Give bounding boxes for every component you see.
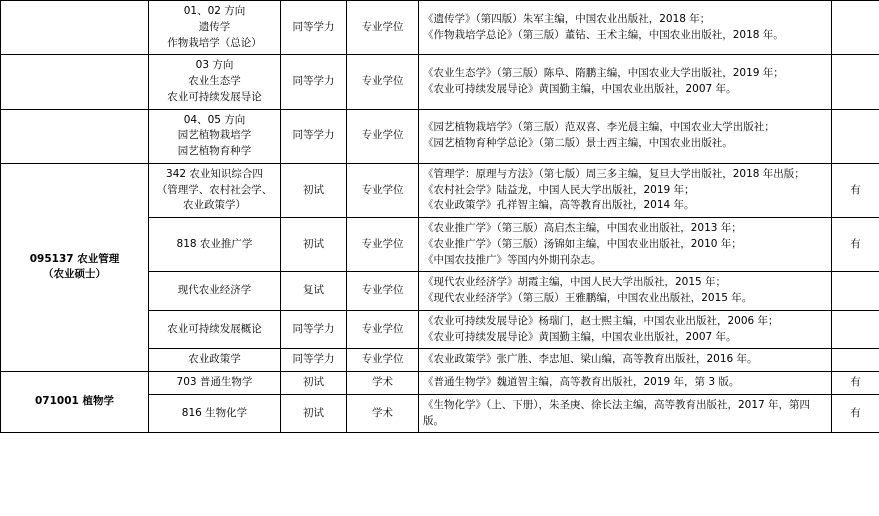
degree-type-cell: 学术 [347,372,419,395]
books-cell [419,109,832,163]
subject-line: 农业政策学） [183,199,246,212]
books-cell [419,272,832,311]
books-cell [419,218,832,272]
degree-type-cell: 专业学位 [347,349,419,372]
note-cell [832,1,879,55]
book-line: 《农业政策学》孔祥智主编，高等教育出版社，2014 年。 [423,199,695,212]
note-cell [832,272,879,311]
exam-type-cell: 初试 [281,394,347,433]
exam-type-cell: 同等学力 [281,109,347,163]
major-cell-empty-2 [1,109,149,163]
book-line: 《农业推广学》（第三版）汤锦如主编，中国农业出版社，2010 年； [423,237,742,250]
note-cell [832,349,879,372]
table-row [1,1,879,55]
book-line: 《中国农技推广》等国内外期刊杂志。 [423,253,602,266]
table-row [1,109,879,163]
subject-line: 遗传学 [198,20,231,33]
exam-type-cell: 同等学力 [281,1,347,55]
book-line: 《农业可持续发展导论》杨瑞门，赵士熙主编，中国农业出版社，2006 年； [423,314,779,327]
table-row [1,163,879,217]
degree-type-cell: 专业学位 [347,163,419,217]
book-line: 《管理学：原理与方法》（第七版）周三多主编，复旦大学出版社，2018 年出版； [423,167,805,180]
books-cell [419,394,832,433]
book-line: 《作物栽培学总论》（第三版）董钻、王术主编，中国农业出版社，2018 年。 [423,28,784,41]
note-cell [832,109,879,163]
major-line: （农业硕士） [43,268,106,281]
degree-type-cell: 专业学位 [347,272,419,311]
exam-type-cell: 同等学力 [281,349,347,372]
book-line: 《园艺植物栽培学》（第三版）范双喜、李光晨主编，中国农业大学出版社； [423,121,775,134]
note-cell [832,310,879,349]
books-cell [419,55,832,109]
subject-line: 农业生态学 [188,75,241,87]
subject-line: 园艺植物栽培学 [177,129,252,142]
subject-cell: 818 农业推广学 [149,218,281,272]
subject-cell [149,109,281,163]
note-cell: 有 [832,372,879,395]
subject-line: 03 方向 [195,59,234,72]
book-line: 《农业生态学》（第三版）陈阜、隋鹏主编，中国农业大学出版社，2019 年； [423,67,784,80]
subject-cell: 816 生物化学 [149,394,281,433]
book-line: 《遗传学》（第四版）朱军主编，中国农业出版社，2018 年； [423,12,711,25]
exam-type-cell: 初试 [281,163,347,217]
subject-cell: 农业政策学 [149,349,281,372]
book-line: 《农业可持续发展导论》黄国勤主编，中国农业出版社，2007 年。 [423,330,737,343]
table-row [1,55,879,109]
book-line: 《农业推广学》（第三版）高启杰主编，中国农业出版社，2013 年； [423,222,742,234]
books-cell [419,372,832,395]
degree-type-cell: 专业学位 [347,109,419,163]
subject-cell: 703 普通生物学 [149,372,281,395]
major-cell-empty-0 [1,1,149,55]
table-body [1,1,879,433]
major-line: 095137 农业管理 [29,252,120,265]
major-line: 071001 植物学 [35,395,114,408]
degree-type-cell: 专业学位 [347,55,419,109]
note-cell: 有 [832,218,879,272]
exam-type-cell: 同等学力 [281,310,347,349]
table-row [1,372,879,395]
book-line: 《农业政策学》张广胜、李忠旭、梁山编，高等教育出版社，2016 年。 [423,353,758,366]
subject-line: 农业可持续发展导论 [167,90,262,103]
subject-cell [149,1,281,55]
major-cell-empty-1 [1,55,149,109]
subject-line: （管理学、农村社会学、 [156,183,273,196]
subject-cell: 农业可持续发展概论 [149,310,281,349]
subject-line: 作物栽培学（总论） [167,36,262,49]
degree-type-cell: 专业学位 [347,218,419,272]
subject-cell [149,163,281,217]
note-cell [832,55,879,109]
subject-cell: 现代农业经济学 [149,272,281,311]
books-cell [419,349,832,372]
book-line: 《农业可持续发展导论》黄国勤主编，中国农业出版社，2007 年。 [423,82,737,95]
exam-type-cell: 初试 [281,218,347,272]
exam-type-cell: 复试 [281,272,347,311]
subject-line: 01、02 方向 [183,5,246,17]
subject-cell [149,55,281,109]
subject-line: 04、05 方向 [183,113,246,126]
book-line: 《现代农业经济学》（第三版）王雅鹏编，中国农业出版社，2015 年。 [423,292,753,304]
degree-type-cell: 专业学位 [347,1,419,55]
book-line: 《生物化学》（上、下册），朱圣庚、徐长法主编，高等教育出版社，2017 年，第四版。 [423,398,811,427]
book-line: 《现代农业经济学》胡霞主编，中国人民大学出版社，2015 年； [423,276,727,289]
subject-line: 342 农业知识综合四 [166,167,263,180]
degree-type-cell: 学术 [347,394,419,433]
book-line: 《园艺植物育种学总论》（第二版）景士西主编，中国农业出版社。 [423,137,733,150]
major-cell-agriculture-management [1,163,149,371]
exam-type-cell: 初试 [281,372,347,395]
degree-type-cell: 专业学位 [347,310,419,349]
note-cell: 有 [832,163,879,217]
major-cell-botany [1,372,149,433]
subject-line: 园艺植物育种学 [177,145,252,157]
note-cell: 有 [832,394,879,433]
books-cell [419,1,832,55]
books-cell [419,163,832,217]
books-cell [419,310,832,349]
book-line: 《普通生物学》魏道智主编，高等教育出版社，2019 年，第 3 版。 [423,376,740,388]
book-line: 《农村社会学》陆益龙，中国人民大学出版社，2019 年； [423,183,695,196]
exam-type-cell: 同等学力 [281,55,347,109]
